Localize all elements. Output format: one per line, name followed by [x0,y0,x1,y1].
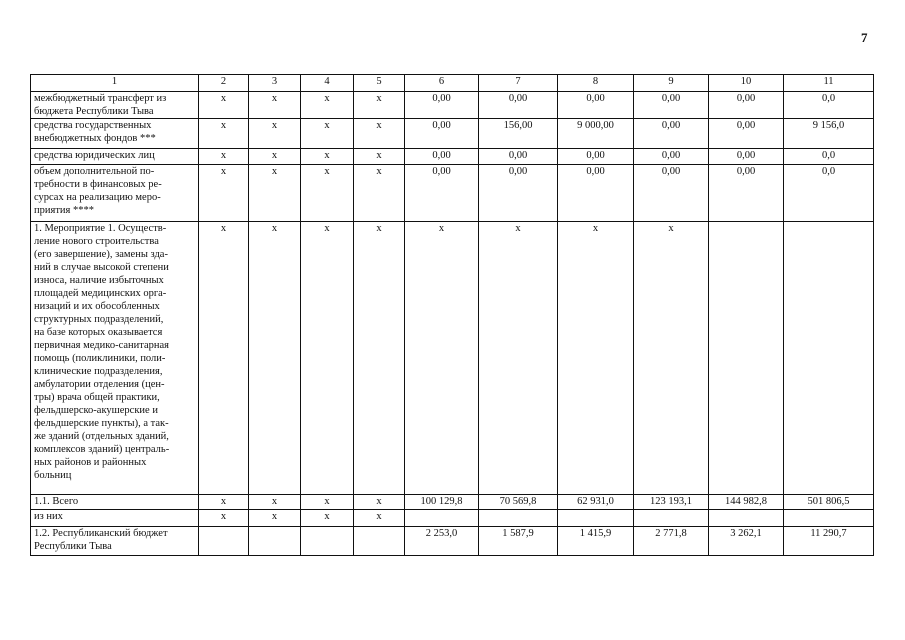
table-row [31,222,874,495]
value-cell: 0,00 [709,119,784,149]
value-cell [354,527,405,556]
value-cell: x [249,510,301,527]
value-cell: x [354,222,405,495]
value-cell: x [199,119,249,149]
value-cell: x [301,165,354,222]
header-cell: 6 [405,75,479,92]
value-cell: 0,00 [634,92,709,119]
value-cell [784,510,874,527]
row-label-cell: объем дополнительной по- требности в финансовых ре- сурсах на реализацию меро- приятия **** [31,165,199,222]
value-cell: x [354,119,405,149]
value-cell [709,222,784,495]
header-cell: 9 [634,75,709,92]
value-cell: x [249,165,301,222]
value-cell: x [249,149,301,165]
value-cell: 0,00 [634,119,709,149]
value-cell: x [249,495,301,510]
row-label-cell: средства юридических лиц [31,149,199,165]
value-cell: 0,00 [558,165,634,222]
value-cell: 1 587,9 [479,527,558,556]
value-cell: x [199,92,249,119]
value-cell: 2 771,8 [634,527,709,556]
value-cell: x [354,149,405,165]
table-row [31,119,874,149]
value-cell: x [199,495,249,510]
row-label-cell: межбюджетный трансферт из бюджета Республики Тыва [31,92,199,119]
value-cell: 0,00 [709,165,784,222]
value-cell [249,527,301,556]
value-cell: x [199,510,249,527]
value-cell: 0,00 [634,149,709,165]
value-cell: x [558,222,634,495]
row-label-cell: 1.2. Республиканский бюджет Республики Тыва [31,527,199,556]
value-cell: 11 290,7 [784,527,874,556]
value-cell: 0,00 [479,149,558,165]
row-label-cell: из них [31,510,199,527]
header-cell: 11 [784,75,874,92]
value-cell: 0,00 [634,165,709,222]
value-cell [558,510,634,527]
header-cell: 7 [479,75,558,92]
value-cell: 0,00 [405,92,479,119]
value-cell: x [354,510,405,527]
value-cell: 0,0 [784,165,874,222]
header-cell: 1 [31,75,199,92]
value-cell: 0,00 [479,165,558,222]
value-cell: x [354,495,405,510]
value-cell: x [301,92,354,119]
value-cell [479,510,558,527]
value-cell: x [249,92,301,119]
value-cell: 0,00 [405,149,479,165]
value-cell: 0,0 [784,149,874,165]
row-label-cell: средства государственных внебюджетных фондов *** [31,119,199,149]
value-cell: 123 193,1 [634,495,709,510]
value-cell: 0,00 [479,92,558,119]
value-cell: 0,00 [558,149,634,165]
value-cell [709,510,784,527]
value-cell: x [301,495,354,510]
value-cell [405,510,479,527]
value-cell: 1 415,9 [558,527,634,556]
row-label-cell: 1. Мероприятие 1. Осуществ- ление нового строительства (его завершение), замены зда- ний в случае высокой степени износа, наличие избыточных площадей медицинских орга- низаций и их обособленных структурных подразделений, на базе которых оказывается первичная медико-санитарная помощь (поликлиники, поли- клинические подразделения, амбулатории отделения (цен- тры) врача общей практики, фельдшерско-акушерские и фельдшерские пункты), а так- же зданий (отдельных зданий, комплексов зданий) централь- ных районов и районных больниц [31,222,199,495]
value-cell: 62 931,0 [558,495,634,510]
value-cell: x [249,119,301,149]
table-row [31,510,874,527]
table-header-row [31,75,874,92]
value-cell: x [301,149,354,165]
value-cell: 2 253,0 [405,527,479,556]
value-cell [301,527,354,556]
value-cell: x [354,92,405,119]
table-row [31,165,874,222]
page-number: 7 [861,30,868,45]
value-cell: x [301,510,354,527]
table-row [31,495,874,510]
value-cell: 0,00 [709,149,784,165]
value-cell: x [199,165,249,222]
value-cell: 9 000,00 [558,119,634,149]
header-cell: 8 [558,75,634,92]
value-cell: x [634,222,709,495]
value-cell: 0,00 [558,92,634,119]
header-cell: 10 [709,75,784,92]
table-row [31,92,874,119]
value-cell: x [249,222,301,495]
header-cell: 4 [301,75,354,92]
value-cell: 3 262,1 [709,527,784,556]
table-row [31,149,874,165]
value-cell: x [301,119,354,149]
value-cell [784,222,874,495]
value-cell: 100 129,8 [405,495,479,510]
value-cell: 144 982,8 [709,495,784,510]
value-cell [199,527,249,556]
value-cell: x [405,222,479,495]
table-row [31,527,874,556]
value-cell: x [199,149,249,165]
value-cell: 0,0 [784,92,874,119]
value-cell: 156,00 [479,119,558,149]
header-cell: 5 [354,75,405,92]
value-cell: x [354,165,405,222]
budget-table [30,74,874,556]
value-cell: 70 569,8 [479,495,558,510]
value-cell: 0,00 [709,92,784,119]
value-cell: x [301,222,354,495]
header-cell: 3 [249,75,301,92]
value-cell: x [479,222,558,495]
value-cell [634,510,709,527]
header-cell: 2 [199,75,249,92]
value-cell: 501 806,5 [784,495,874,510]
row-label-cell: 1.1. Всего [31,495,199,510]
value-cell: 0,00 [405,165,479,222]
value-cell: 0,00 [405,119,479,149]
value-cell: 9 156,0 [784,119,874,149]
value-cell: x [199,222,249,495]
